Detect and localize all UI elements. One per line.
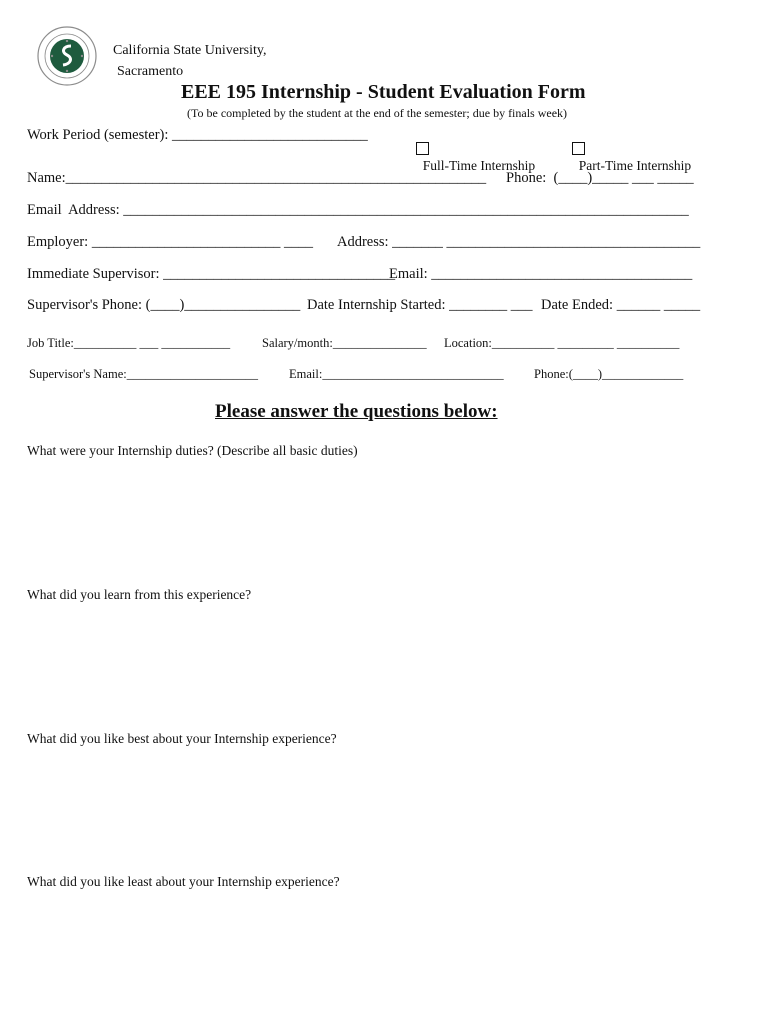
part-time-option[interactable] (565, 126, 691, 174)
date-started-field[interactable]: Date Internship Started: ________ ___ (307, 297, 533, 313)
form-title: EEE 195 Internship - Student Evaluation Form (181, 81, 586, 103)
supervisor-email-field[interactable]: Email: ____________________________________ (389, 266, 693, 282)
questions-heading: Please answer the questions below: (215, 401, 498, 422)
answer-area-learned[interactable] (27, 609, 743, 719)
salary-field[interactable]: Salary/month:_______________ (262, 336, 427, 350)
phone-field[interactable]: Phone: (____)_____ ___ _____ (506, 170, 694, 186)
supervisor-email2-field[interactable]: Email:_____________________________ (289, 367, 504, 381)
question-learned: What did you learn from this experience? (27, 587, 252, 602)
name-field[interactable]: Name:__________________________________________________________ (27, 170, 487, 186)
email-address-field[interactable]: Email Address: ______________________________________________________________________________ (27, 202, 689, 218)
supervisor-phone-field[interactable]: Supervisor's Phone: (____)________________ (27, 297, 301, 313)
work-period-field[interactable]: Work Period (semester): ___________________________ (27, 127, 368, 143)
part-time-label: Part-Time Internship (578, 158, 692, 173)
employer-field[interactable]: Employer: __________________________ ____ (27, 234, 313, 250)
answer-area-liked-least[interactable] (27, 896, 743, 1006)
part-time-checkbox[interactable] (572, 142, 585, 155)
university-name-line1: California State University, (113, 43, 267, 58)
university-name-line2: Sacramento (117, 64, 184, 79)
date-ended-field[interactable]: Date Ended: ______ _____ (541, 297, 701, 313)
form-subtitle: (To be completed by the student at the end of the semester; due by finals week) (187, 106, 568, 120)
job-title-field[interactable]: Job Title:__________ ___ ___________ (27, 336, 231, 350)
full-time-option[interactable] (409, 126, 535, 174)
question-duties: What were your Internship duties? (Describe all basic duties) (27, 443, 358, 458)
supervisor-phone2-field[interactable]: Phone:(____)_____________ (534, 367, 684, 381)
answer-area-liked-best[interactable] (27, 753, 743, 863)
question-liked-best: What did you like best about your Internship experience? (27, 731, 337, 746)
university-seal-logo (37, 26, 97, 86)
question-liked-least: What did you like least about your Internship experience? (27, 874, 340, 889)
full-time-checkbox[interactable] (416, 142, 429, 155)
location-field[interactable]: Location:__________ _________ __________ (444, 336, 680, 350)
full-time-label: Full-Time Internship (422, 158, 536, 173)
immediate-supervisor-field[interactable]: Immediate Supervisor: ________________________________ (27, 266, 396, 282)
supervisor-name-field[interactable]: Supervisor's Name:_____________________ (29, 367, 258, 381)
address-field[interactable]: Address: _______ ___________________________________ (337, 234, 701, 250)
answer-area-duties[interactable] (27, 465, 743, 575)
